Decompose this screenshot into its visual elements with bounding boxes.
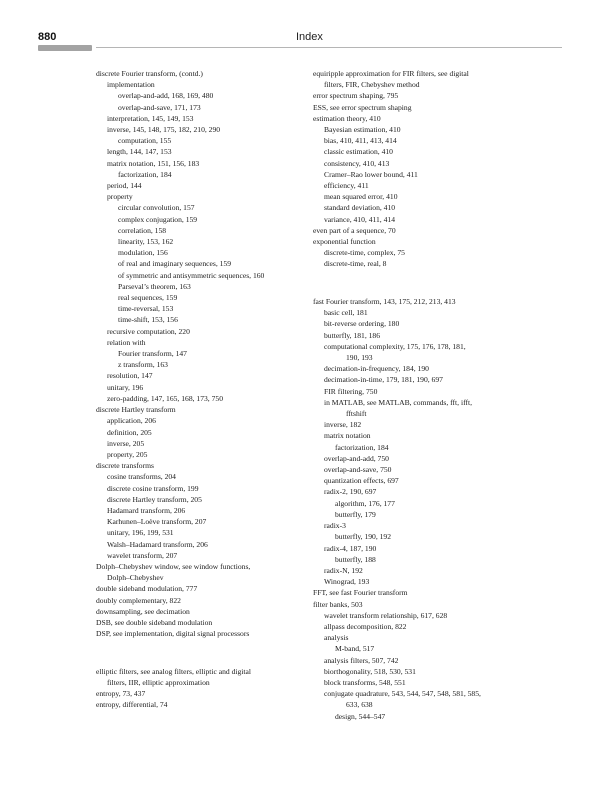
index-entry: unitary, 196 bbox=[107, 382, 144, 392]
header-rule bbox=[96, 47, 562, 48]
index-entry: M-band, 517 bbox=[335, 644, 375, 654]
index-entry: wavelet transform, 207 bbox=[107, 550, 178, 560]
index-entry: zero-padding, 147, 165, 168, 173, 750 bbox=[107, 393, 223, 403]
index-entry: filters, IIR, elliptic approximation bbox=[107, 677, 210, 687]
index-entry: butterfly, 179 bbox=[335, 509, 376, 519]
index-entry: efficiency, 411 bbox=[324, 181, 369, 191]
index-entry: discrete-time, real, 8 bbox=[324, 259, 387, 269]
index-entry: inverse, 205 bbox=[107, 438, 145, 448]
index-entry: interpretation, 145, 149, 153 bbox=[107, 113, 194, 123]
index-column-left bbox=[96, 68, 328, 711]
index-entry: application, 206 bbox=[107, 416, 156, 426]
index-entry: factorization, 184 bbox=[118, 169, 172, 179]
index-entry: time-reversal, 153 bbox=[118, 304, 174, 314]
section-gap bbox=[313, 277, 545, 288]
index-entry: decimation-in-frequency, 184, 190 bbox=[324, 364, 429, 374]
page-header bbox=[0, 0, 608, 54]
index-entry: resolution, 147 bbox=[107, 371, 153, 381]
index-entry: overlap-and-save, 171, 173 bbox=[118, 102, 201, 112]
index-entry: variance, 410, 411, 414 bbox=[324, 214, 395, 224]
index-entry: block transforms, 548, 551 bbox=[324, 677, 406, 687]
index-entry: discrete Hartley transform, 205 bbox=[107, 494, 202, 504]
index-entry: correlation, 158 bbox=[118, 225, 167, 235]
index-entry: radix-3 bbox=[324, 521, 346, 531]
index-entry: of symmetric and antisymmetric sequences, 160 bbox=[118, 270, 265, 280]
running-head: Index bbox=[296, 31, 323, 43]
index-entry: recursive computation, 220 bbox=[107, 326, 190, 336]
index-entry: relation with bbox=[107, 337, 146, 347]
index-entry: Parseval’s theorem, 163 bbox=[118, 281, 191, 291]
index-entry: discrete-time, complex, 75 bbox=[324, 248, 405, 258]
header-bar-decoration bbox=[38, 45, 92, 51]
index-entry: matrix notation, 151, 156, 183 bbox=[107, 158, 200, 168]
section-gap bbox=[96, 647, 328, 658]
index-entry: butterfly, 190, 192 bbox=[335, 532, 392, 542]
index-entry: butterfly, 188 bbox=[335, 554, 376, 564]
index-entry: butterfly, 181, 186 bbox=[324, 330, 381, 340]
index-entry: time-shift, 153, 156 bbox=[118, 315, 178, 325]
index-entry: quantization effects, 697 bbox=[324, 476, 399, 486]
index-entry: real sequences, 159 bbox=[118, 293, 178, 303]
index-entry: Fourier transform, 147 bbox=[118, 349, 187, 359]
index-entry: unitary, 196, 199, 531 bbox=[107, 528, 174, 538]
index-entry: filter banks, 503 bbox=[313, 599, 363, 609]
index-entry: DSB, see double sideband modulation bbox=[96, 617, 213, 627]
index-entry: radix-4, 187, 190 bbox=[324, 543, 377, 553]
index-entry: Karhunen–Loève transform, 207 bbox=[107, 517, 207, 527]
index-entry: equiripple approximation for FIR filters, see digital bbox=[313, 69, 469, 78]
index-entry: overlap-and-save, 750 bbox=[324, 465, 392, 475]
index-entry: Winograd, 193 bbox=[324, 577, 370, 587]
index-entry: Bayesian estimation, 410 bbox=[324, 125, 401, 135]
index-entry: discrete transforms bbox=[96, 461, 154, 471]
index-column-right bbox=[313, 68, 545, 722]
index-entry: inverse, 145, 148, 175, 182, 210, 290 bbox=[107, 125, 221, 135]
index-entry: design, 544–547 bbox=[335, 711, 386, 721]
index-entry: standard deviation, 410 bbox=[324, 203, 396, 213]
index-entry: complex conjugation, 159 bbox=[118, 214, 198, 224]
index-entry: FIR filtering, 750 bbox=[324, 386, 378, 396]
index-entry: implementation bbox=[107, 80, 155, 90]
index-entry: mean squared error, 410 bbox=[324, 192, 398, 202]
index-entry: computation, 155 bbox=[118, 136, 172, 146]
index-entry: elliptic filters, see analog filters, elliptic and digital bbox=[96, 666, 251, 676]
index-entry: in MATLAB, see MATLAB, commands, fft, ifft, bbox=[324, 397, 472, 407]
index-entry: downsampling, see decimation bbox=[96, 606, 190, 616]
index-entry: biorthogonality, 518, 530, 531 bbox=[324, 666, 416, 676]
index-entry: entropy, differential, 74 bbox=[96, 700, 168, 710]
index-entry: discrete Hartley transform bbox=[96, 405, 176, 415]
index-entry: definition, 205 bbox=[107, 427, 152, 437]
index-entry: wavelet transform relationship, 617, 628 bbox=[324, 610, 448, 620]
index-entry: allpass decomposition, 822 bbox=[324, 621, 407, 631]
index-entry: filters, FIR, Chebyshev method bbox=[324, 80, 420, 90]
index-entry: overlap-and-add, 168, 169, 480 bbox=[118, 91, 214, 101]
index-entry: doubly complementary, 822 bbox=[96, 595, 181, 605]
index-entry: fftshift bbox=[346, 409, 367, 419]
index-entry: Walsh–Hadamard transform, 206 bbox=[107, 539, 208, 549]
index-entry: radix-2, 190, 697 bbox=[324, 487, 377, 497]
index-entry: length, 144, 147, 153 bbox=[107, 147, 172, 157]
index-entry: matrix notation bbox=[324, 431, 371, 441]
index-entry: FFT, see fast Fourier transform bbox=[313, 588, 408, 598]
index-entry: conjugate quadrature, 543, 544, 547, 548, 581, 585, bbox=[324, 689, 481, 699]
index-entry: ESS, see error spectrum shaping bbox=[313, 102, 412, 112]
index-entry: cosine transforms, 204 bbox=[107, 472, 176, 482]
index-entry: Hadamard transform, 206 bbox=[107, 505, 186, 515]
index-entry: consistency, 410, 413 bbox=[324, 158, 390, 168]
index-entry: algorithm, 176, 177 bbox=[335, 498, 395, 508]
index-entry: computational complexity, 175, 176, 178, 181, bbox=[324, 341, 466, 351]
index-entry: overlap-and-add, 750 bbox=[324, 453, 389, 463]
index-entry: factorization, 184 bbox=[335, 442, 389, 452]
index-entry: radix-N, 192 bbox=[324, 565, 363, 575]
index-entry: bias, 410, 411, 413, 414 bbox=[324, 136, 397, 146]
index-entry: circular convolution, 157 bbox=[118, 203, 195, 213]
index-entry: analysis filters, 507, 742 bbox=[324, 655, 399, 665]
index-entry: fast Fourier transform, 143, 175, 212, 213, 413 bbox=[313, 297, 456, 307]
index-entry: estimation theory, 410 bbox=[313, 113, 381, 123]
index-entry: Cramer–Rao lower bound, 411 bbox=[324, 169, 418, 179]
index-entry: property bbox=[107, 192, 133, 202]
index-entry: error spectrum shaping, 795 bbox=[313, 91, 399, 101]
index-entry: Dolph–Chebyshev window, see window functions, bbox=[96, 561, 251, 571]
index-entry: Dolph–Chebyshev bbox=[107, 573, 164, 583]
index-entry: z transform, 163 bbox=[118, 360, 168, 370]
index-entry: classic estimation, 410 bbox=[324, 147, 393, 157]
index-entry: modulation, 156 bbox=[118, 248, 168, 258]
index-entry: linearity, 153, 162 bbox=[118, 237, 174, 247]
index-entry: of real and imaginary sequences, 159 bbox=[118, 259, 232, 269]
index-entry: DSP, see implementation, digital signal processors bbox=[96, 629, 250, 639]
index-entry: decimation-in-time, 179, 181, 190, 697 bbox=[324, 375, 443, 385]
index-entry: discrete Fourier transform, (contd.) bbox=[96, 69, 203, 78]
index-entry: analysis bbox=[324, 633, 349, 643]
index-entry: exponential function bbox=[313, 237, 376, 247]
index-entry: 190, 193 bbox=[346, 353, 373, 363]
page-number: 880 bbox=[38, 31, 57, 43]
index-entry: bit-reverse ordering, 180 bbox=[324, 319, 400, 329]
index-entry: double sideband modulation, 777 bbox=[96, 584, 198, 594]
index-entry: discrete cosine transform, 199 bbox=[107, 483, 199, 493]
index-entry: property, 205 bbox=[107, 449, 148, 459]
index-entry: period, 144 bbox=[107, 181, 142, 191]
index-entry: inverse, 182 bbox=[324, 420, 362, 430]
index-entry: entropy, 73, 437 bbox=[96, 689, 146, 699]
index-entry: basic cell, 181 bbox=[324, 308, 368, 318]
index-entry: even part of a sequence, 70 bbox=[313, 225, 396, 235]
index-entry: 633, 638 bbox=[346, 700, 373, 710]
